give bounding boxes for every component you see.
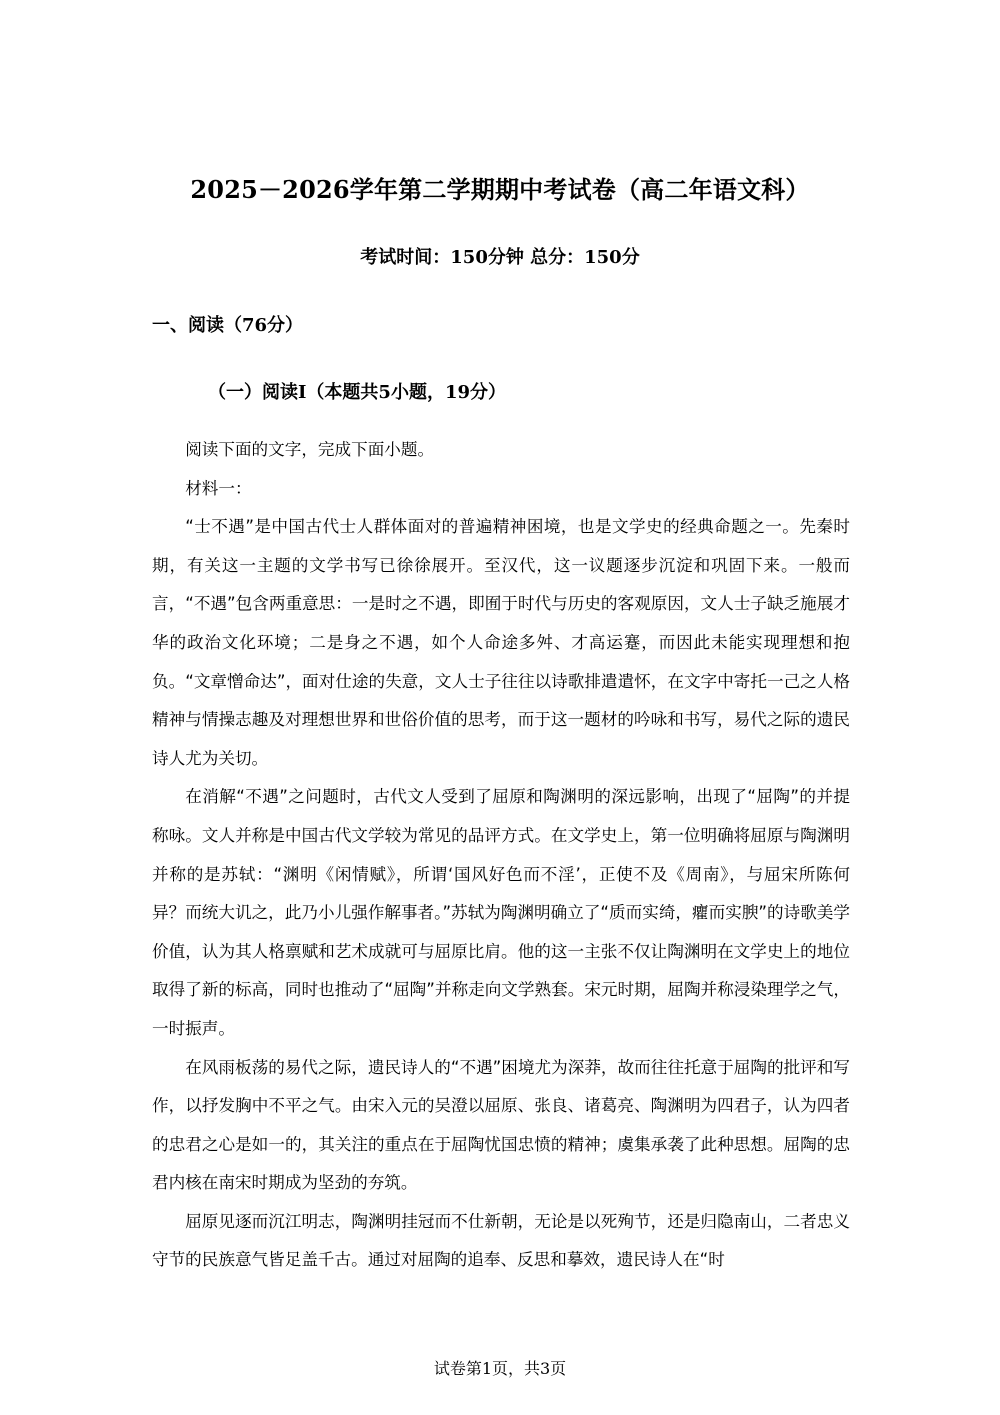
passage-paragraph-1: “士不遇”是中国古代士人群体面对的普遍精神困境，也是文学史的经典命题之一。先秦时期，有关这一主题的文学书写已徐徐展开。至汉代，这一议题逐步沉淀和巩固下来。一般而言，“不遇”包含两重意思：一是时之不遇，即囿于时代与历史的客观原因，文人士子缺乏施展才华的政治文化环境；二是身之不遇，如个人命途多舛、才高运蹇，而因此未能实现理想和抱负。“文章憎命达”，面对仕途的失意，文人士子往往以诗歌排遣遣怀，在文字中寄托一己之人格精神与情操志趣及对理想世界和世俗价值的思考，而于这一题材的吟咏和书写，易代之际的遗民诗人尤为关切。 — [152, 517, 850, 768]
exam-subtitle: 考试时间：150分钟 总分：150分 — [360, 247, 640, 268]
section-heading: 一、阅读（76分） — [152, 315, 304, 336]
passage-paragraph-3: 在风雨板荡的易代之际，遗民诗人的“不遇”困境尤为深莽，故而往往托意于屈陶的批评和写作，以抒发胸中不平之气。由宋入元的吴澄以屈原、张良、诸葛亮、陶渊明为四君子，认为四者的忠君之心是如一的，其关注的重点在于屈陶忧国忠愤的精神；虞集承袭了此种思想。屈陶的忠君内核在南宋时期成为坚劲的夯筑。 — [152, 1057, 850, 1193]
passage-paragraph-2: 在消解“不遇”之问题时，古代文人受到了屈原和陶渊明的深远影响，出现了“屈陶”的并提称咏。文人并称是中国古代文学较为常见的品评方式。在文学史上，第一位明确将屈原与陶渊明并称的是苏轼：“渊明《闲情赋》，所谓‘国风好色而不淫’，正使不及《周南》，与屈宋所陈何异？而统大讥之，此乃小儿强作解事者。”苏轼为陶渊明确立了“质而实绮，癯而实腴”的诗歌美学价值，认为其人格禀赋和艺术成就可与屈原比肩。他的这一主张不仅让陶渊明在文学史上的地位取得了新的标高，同时也推动了“屈陶”并称走向文学熟套。宋元时期，屈陶并称浸染理学之气，一时振声。 — [152, 787, 850, 1038]
reading-passage — [152, 431, 850, 1280]
reading-subheading: （一）阅读Ⅰ（本题共5小题，19分） — [208, 382, 506, 403]
passage-paragraph-4: 屈原见逐而沉江明志，陶渊明挂冠而不仕新朝，无论是以死殉节，还是归隐南山，二者忠义守节的民族意气皆足盖千古。通过对屈陶的追奉、反思和摹效，遗民诗人在“时 — [152, 1211, 850, 1270]
page-footer: 试卷第1页，共3页 — [433, 1359, 567, 1378]
material-label: 材料一： — [185, 478, 252, 498]
exam-title: 2025－2026学年第二学期期中考试卷（高二年语文科） — [190, 175, 810, 204]
instruction-text: 阅读下面的文字，完成下面小题。 — [185, 440, 435, 459]
